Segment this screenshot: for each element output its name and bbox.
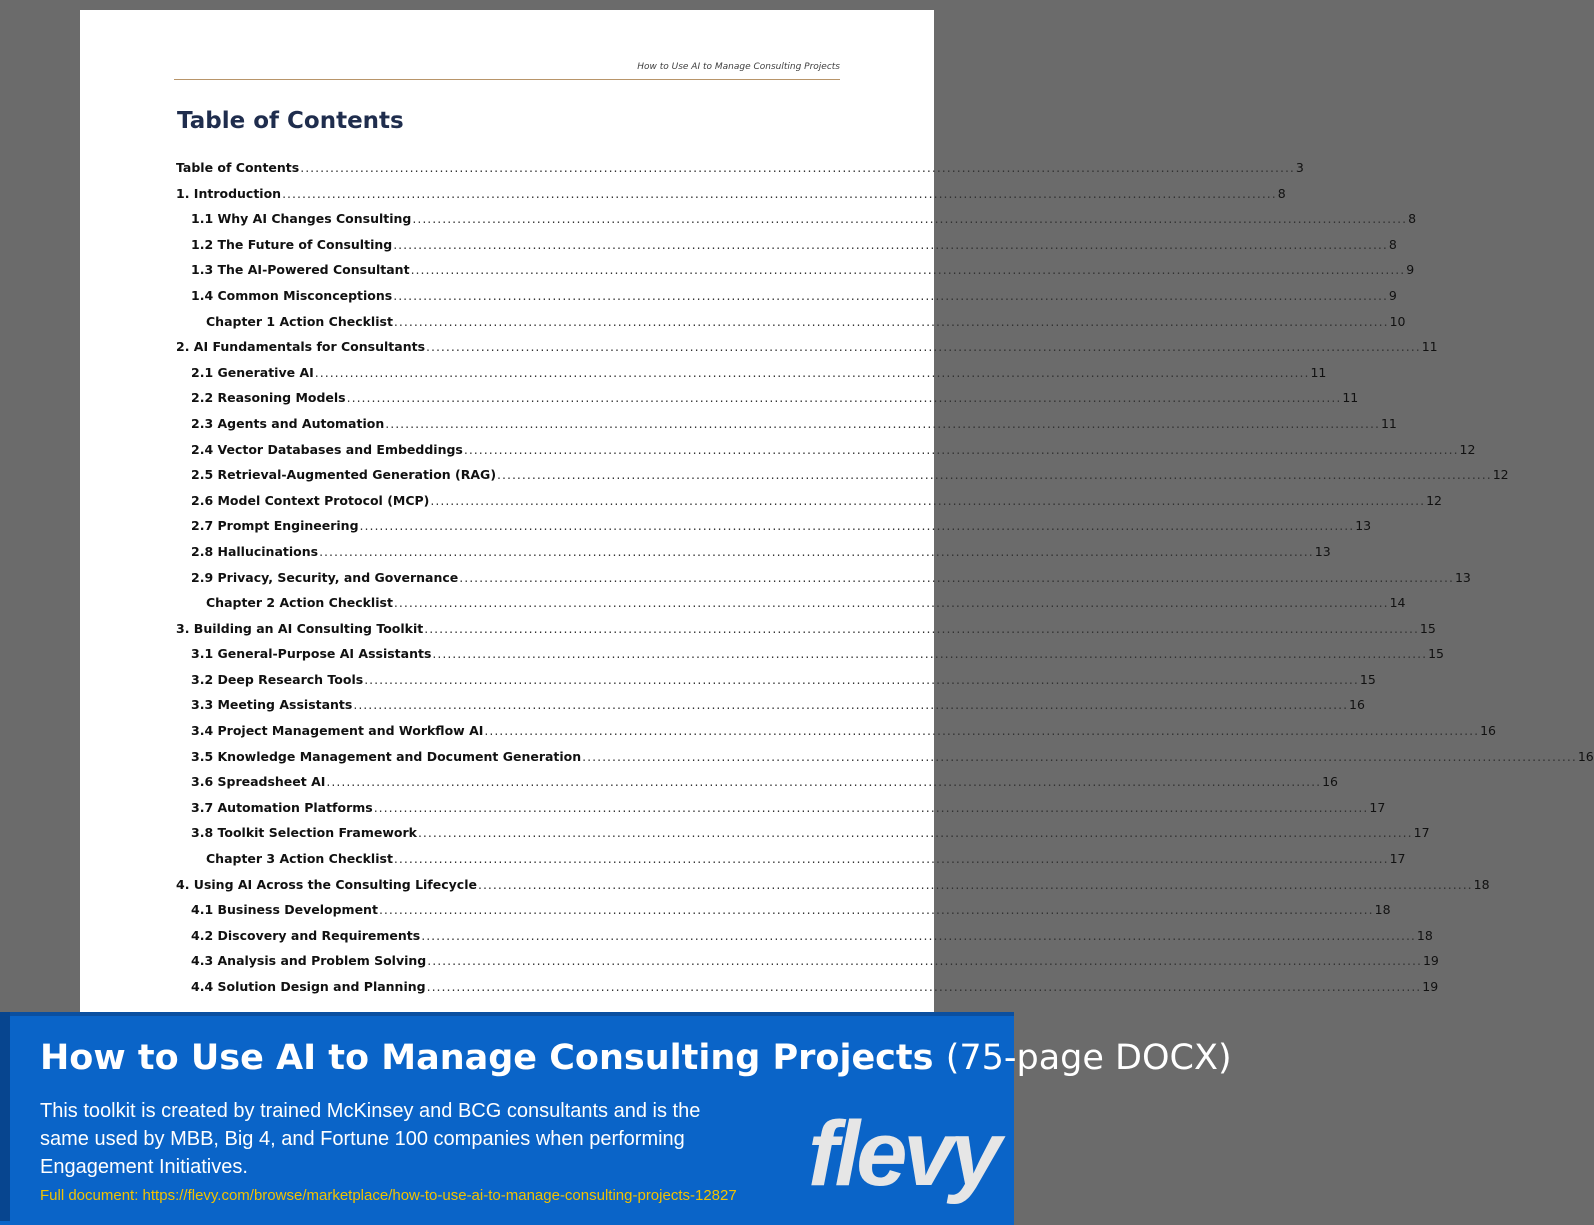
- toc-entry-label: 2.3 Agents and Automation: [191, 415, 385, 431]
- toc-entry-page-number: 11: [1380, 415, 1397, 431]
- toc-entry-page-number: 14: [1389, 595, 1406, 611]
- toc-entry-page-number: 17: [1389, 851, 1406, 867]
- dot-leader: [484, 723, 1479, 738]
- toc-entry[interactable]: [176, 953, 1439, 979]
- toc-entry-label: 3.3 Meeting Assistants: [191, 697, 353, 713]
- toc-entry-label: 2.4 Vector Databases and Embeddings: [191, 441, 463, 457]
- toc-entry-page-number: 19: [1422, 953, 1439, 969]
- toc-entry[interactable]: [176, 492, 1442, 519]
- toc-entry[interactable]: [176, 595, 1406, 621]
- toc-entry-page-number: 13: [1355, 518, 1372, 534]
- toc-entry-page-number: 12: [1492, 467, 1509, 483]
- toc-entry-label: 2. AI Fundamentals for Consultants: [176, 339, 426, 355]
- toc-entry[interactable]: [176, 646, 1444, 672]
- toc-entry-label: 3. Building an AI Consulting Toolkit: [176, 620, 424, 636]
- toc-entry[interactable]: [176, 415, 1397, 442]
- dot-leader: [385, 416, 1380, 431]
- toc-entry-label: Chapter 3 Action Checklist: [206, 851, 393, 867]
- toc-entry-page-number: 18: [1416, 927, 1433, 943]
- toc-entry-label: 3.8 Toolkit Selection Framework: [191, 825, 417, 841]
- dot-leader: [315, 365, 1310, 380]
- dot-leader: [411, 262, 1406, 277]
- dot-leader: [393, 237, 1388, 252]
- dot-leader: [582, 749, 1577, 764]
- toc-entry-label: 3.1 General-Purpose AI Assistants: [191, 646, 432, 662]
- toc-entry-page-number: 17: [1413, 825, 1430, 841]
- banner-description: This toolkit is created by trained McKinsey and BCG consultants and is the same used by MBB, Big 4, and Fortune 100 companies when performing Engagement Initiatives.: [40, 1100, 701, 1178]
- toc-entry-label: 3.4 Project Management and Workflow AI: [191, 723, 484, 739]
- toc-entry-page-number: 8: [1277, 185, 1286, 201]
- toc-entry[interactable]: [176, 569, 1471, 596]
- dot-leader: [374, 800, 1369, 815]
- toc-entry-page-number: 15: [1359, 671, 1376, 687]
- toc-entry-page-number: 19: [1422, 979, 1439, 994]
- toc-entry[interactable]: [176, 441, 1476, 468]
- toc-entry-label: 4.3 Analysis and Problem Solving: [191, 953, 427, 969]
- dot-leader: [282, 186, 1277, 201]
- toc-entry-page-number: 16: [1577, 748, 1594, 764]
- dot-leader: [464, 442, 1459, 457]
- dot-leader: [394, 314, 1389, 329]
- dot-leader: [421, 928, 1416, 943]
- toc-entry[interactable]: [176, 390, 1359, 416]
- dot-leader: [412, 211, 1407, 226]
- toc-entry[interactable]: [176, 851, 1406, 877]
- banner-title-suffix: (75-page DOCX): [945, 1038, 1232, 1078]
- toc-entry-label: 1.4 Common Misconceptions: [191, 287, 393, 303]
- dot-leader: [426, 339, 1421, 354]
- toc-entry[interactable]: [176, 160, 1304, 186]
- toc-entry-page-number: 13: [1454, 569, 1471, 585]
- toc-entry-page-number: 18: [1374, 902, 1391, 918]
- dot-leader: [319, 544, 1314, 559]
- dot-leader: [364, 672, 1359, 687]
- toc-entry[interactable]: [176, 236, 1397, 263]
- dot-leader: [353, 697, 1348, 712]
- toc-entry[interactable]: [176, 211, 1417, 237]
- toc-entry[interactable]: [176, 543, 1331, 570]
- banner-accent-bar: [0, 1012, 10, 1221]
- toc-entry-page-number: 16: [1480, 723, 1496, 739]
- toc-entry-page-number: 12: [1426, 492, 1442, 508]
- dot-leader: [459, 570, 1454, 585]
- toc-entry-page-number: 8: [1388, 236, 1397, 252]
- toc-entry[interactable]: [176, 825, 1430, 851]
- dot-leader: [478, 877, 1473, 892]
- header-rule: [174, 79, 840, 80]
- dot-leader: [393, 288, 1388, 303]
- toc-entry-page-number: 11: [1421, 339, 1438, 355]
- toc-entry[interactable]: [176, 518, 1372, 544]
- toc-entry[interactable]: [176, 467, 1509, 493]
- toc-entry-label: 2.7 Prompt Engineering: [191, 518, 359, 534]
- toc-entry-page-number: 15: [1428, 646, 1444, 662]
- toc-entry-label: 1.2 The Future of Consulting: [191, 236, 393, 252]
- toc-entry-label: 3.5 Knowledge Management and Document Generation: [191, 748, 582, 764]
- toc-entry-label: 4. Using AI Across the Consulting Lifecycle: [176, 876, 477, 892]
- toc-entry-page-number: 16: [1322, 774, 1339, 790]
- dot-leader: [427, 953, 1422, 968]
- toc-entry[interactable]: [176, 313, 1406, 340]
- toc-entry-page-number: 8: [1408, 211, 1417, 227]
- toc-entry-label: 1.3 The AI-Powered Consultant: [191, 262, 410, 278]
- toc-entry-label: 2.1 Generative AI: [191, 364, 314, 380]
- toc-entry-label: 2.6 Model Context Protocol (MCP): [191, 492, 430, 508]
- toc-entry[interactable]: [176, 799, 1386, 826]
- toc-entry-label: 4.2 Discovery and Requirements: [191, 927, 421, 943]
- toc-entry[interactable]: [176, 902, 1391, 928]
- toc-entry-page-number: 9: [1406, 262, 1415, 278]
- toc-title: Table of Contents: [177, 108, 404, 134]
- toc-entry-label: 2.2 Reasoning Models: [191, 390, 346, 406]
- dot-leader: [300, 160, 1295, 175]
- toc-entry[interactable]: [176, 620, 1436, 647]
- toc-entry-label: 2.9 Privacy, Security, and Governance: [191, 569, 459, 585]
- toc-entry-label: 1.1 Why AI Changes Consulting: [191, 211, 412, 227]
- toc-entry-label: 4.4 Solution Design and Planning: [191, 979, 426, 994]
- toc-entry[interactable]: [176, 697, 1365, 723]
- toc-entry[interactable]: [176, 927, 1433, 954]
- running-header: How to Use AI to Manage Consulting Projects: [637, 62, 840, 72]
- toc-entry-page-number: 12: [1459, 441, 1476, 457]
- toc-entry-page-number: 10: [1389, 313, 1406, 329]
- dot-leader: [430, 493, 1425, 508]
- toc-entry-label: 2.5 Retrieval-Augmented Generation (RAG): [191, 467, 497, 483]
- toc-entry[interactable]: [176, 774, 1339, 800]
- dot-leader: [418, 825, 1413, 840]
- toc-entry-page-number: 9: [1388, 287, 1397, 303]
- toc-entry[interactable]: [176, 262, 1415, 288]
- toc-entry-label: 3.6 Spreadsheet AI: [191, 774, 326, 790]
- toc-entry-page-number: 3: [1295, 160, 1304, 175]
- toc-entry-label: 1. Introduction: [176, 185, 282, 201]
- toc-entry[interactable]: [176, 287, 1397, 314]
- toc-entry-label: 2.8 Hallucinations: [191, 543, 319, 559]
- dot-leader: [360, 518, 1355, 533]
- toc-entry-page-number: 15: [1419, 620, 1436, 636]
- toc-entry-label: 3.7 Automation Platforms: [191, 799, 373, 815]
- dot-leader: [424, 621, 1419, 636]
- banner-title-main: How to Use AI to Manage Consulting Projects: [40, 1038, 934, 1078]
- document-page: [80, 10, 1594, 1021]
- dot-leader: [497, 467, 1492, 482]
- toc-entry[interactable]: [176, 748, 1594, 775]
- flevy-logo: flevy: [808, 1103, 998, 1205]
- toc-entry-label: Chapter 2 Action Checklist: [206, 595, 393, 611]
- toc-entry-page-number: 16: [1349, 697, 1365, 713]
- banner-title: [40, 1038, 1232, 1078]
- toc-entry[interactable]: [176, 339, 1438, 365]
- toc-entry[interactable]: [176, 979, 1439, 1005]
- dot-leader: [394, 851, 1389, 866]
- toc-entry[interactable]: [176, 364, 1327, 391]
- full-document-link[interactable]: Full document: https://flevy.com/browse/marketplace/how-to-use-ai-to-manage-consulting-projects-12827: [40, 1187, 737, 1204]
- toc-entry-label: 4.1 Business Development: [191, 902, 378, 918]
- toc-entry[interactable]: [176, 876, 1490, 903]
- toc-entry[interactable]: [176, 185, 1286, 212]
- toc-entry-page-number: 13: [1314, 543, 1331, 559]
- toc-entry[interactable]: [176, 723, 1496, 749]
- dot-leader: [394, 595, 1389, 610]
- dot-leader: [427, 979, 1422, 994]
- toc-entry-page-number: 17: [1369, 799, 1386, 815]
- dot-leader: [326, 774, 1321, 789]
- toc-entry-label: 3.2 Deep Research Tools: [191, 671, 364, 687]
- dot-leader: [379, 902, 1374, 917]
- toc-entry-label: Chapter 1 Action Checklist: [206, 313, 393, 329]
- toc-entry-page-number: 11: [1310, 364, 1327, 380]
- toc-entry[interactable]: [176, 671, 1376, 698]
- toc-entry-label: Table of Contents: [176, 160, 300, 175]
- toc-entry-page-number: 18: [1473, 876, 1490, 892]
- dot-leader: [432, 646, 1427, 661]
- dot-leader: [347, 390, 1342, 405]
- toc-list: [176, 160, 1594, 1005]
- toc-entry-page-number: 11: [1342, 390, 1359, 406]
